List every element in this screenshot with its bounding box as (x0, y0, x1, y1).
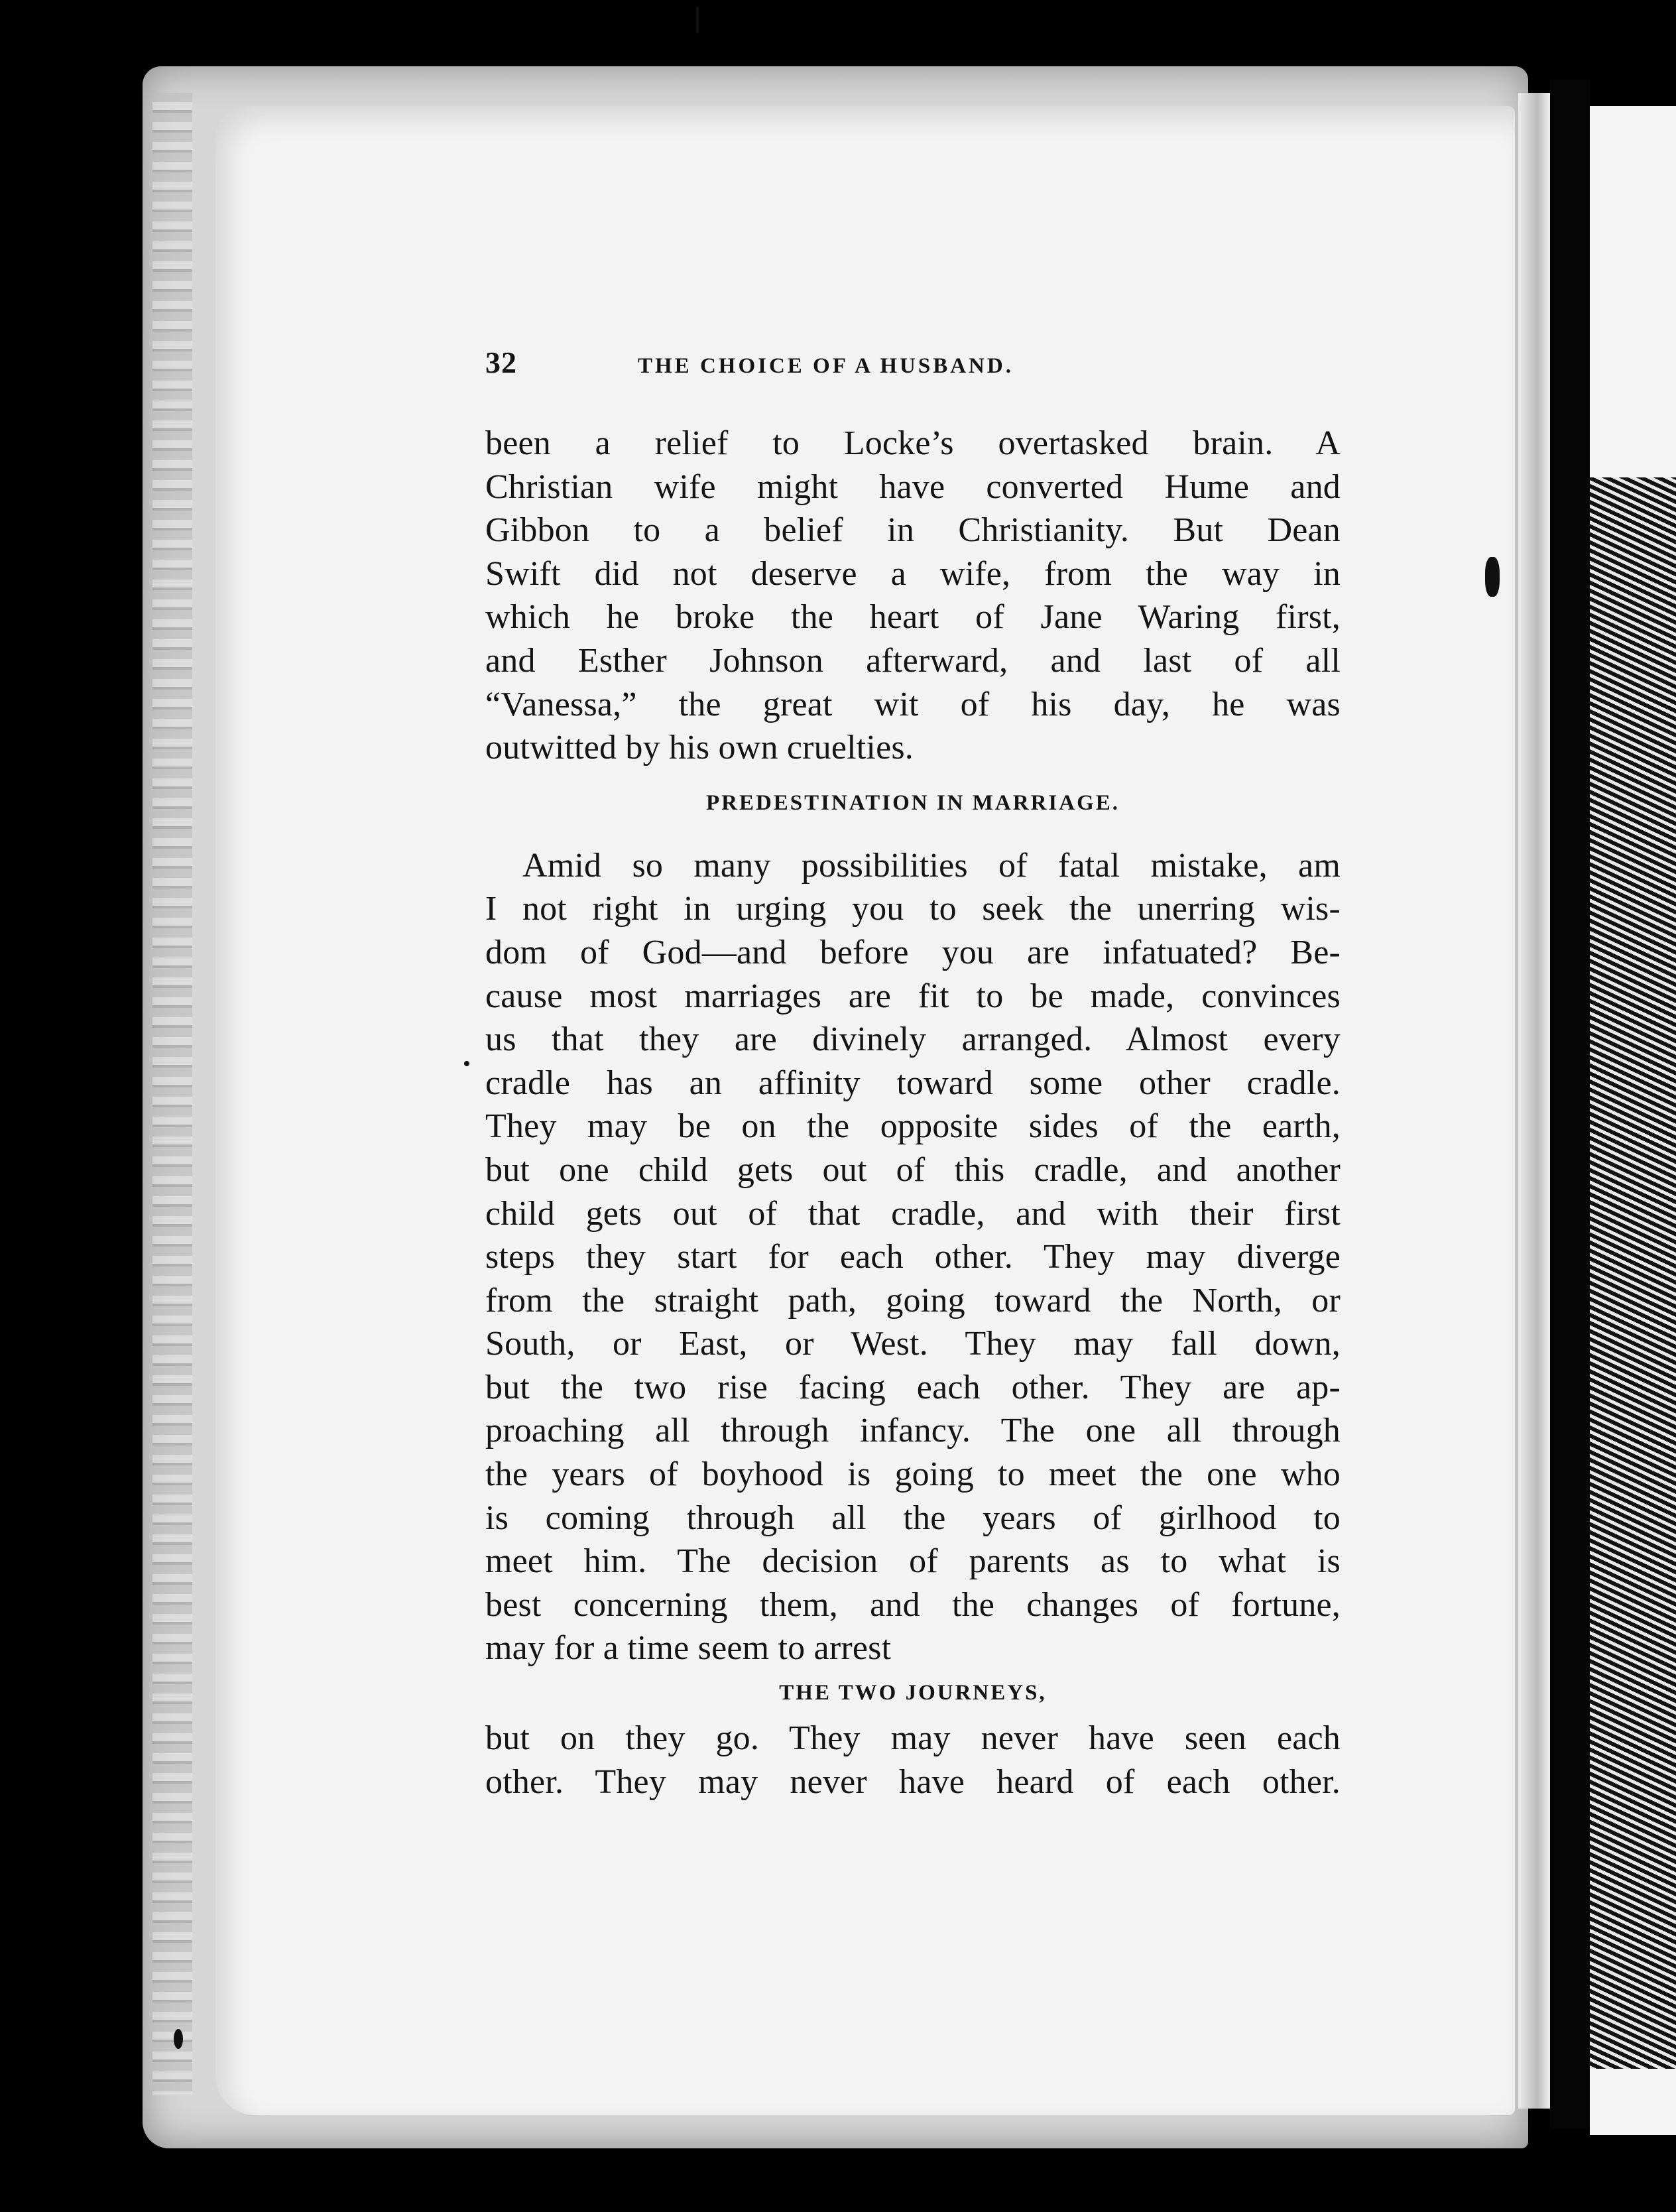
text-block (485, 345, 1341, 1804)
text-line: They may be on the opposite sides of the earth, (485, 1107, 1341, 1146)
paragraph-2 (485, 844, 1341, 1670)
text-line: South, or East, or West. They may fall down, (485, 1325, 1341, 1363)
ink-speck (1485, 557, 1500, 597)
text-line: may for a time seem to arrest (485, 1629, 892, 1668)
text-line: Amid so many possibilities of fatal mistake, am (522, 846, 1341, 885)
page-edge-wear (152, 93, 192, 2095)
paragraph-1 (485, 422, 1341, 770)
facing-page-margin-bottom (1590, 2069, 1676, 2135)
ink-speck (464, 1061, 469, 1066)
paragraph-3 (485, 1717, 1341, 1804)
page-number: 32 (485, 345, 517, 379)
text-line: but one child gets out of this cradle, and another (485, 1150, 1341, 1189)
text-line: proaching all through infancy. The one all through (485, 1412, 1341, 1450)
text-line: us that they are divinely arranged. Almost every (485, 1020, 1341, 1059)
section-heading: THE TWO JOURNEYS, (779, 1681, 1047, 1705)
text-line: from the straight path, going toward the North, or (485, 1281, 1341, 1320)
text-line: meet him. The decision of parents as to what is (485, 1542, 1341, 1581)
text-line: which he broke the heart of Jane Waring first, (485, 598, 1341, 637)
ink-speck (696, 7, 699, 33)
text-line: steps they start for each other. They may diverge (485, 1238, 1341, 1276)
text-line: child gets out of that cradle, and with their first (485, 1194, 1341, 1233)
text-line: best concerning them, and the changes of fortune, (485, 1585, 1341, 1624)
text-line: outwitted by his own cruelties. (485, 729, 914, 767)
text-line: the years of boyhood is going to meet the one who (485, 1455, 1341, 1494)
text-line: cause most marriages are fit to be made, convinces (485, 977, 1341, 1015)
running-title: THE CHOICE OF A HUSBAND. (638, 354, 1014, 378)
text-line: other. They may never have heard of each other. (485, 1762, 1341, 1801)
text-line: cradle has an affinity toward some other cradle. (485, 1064, 1341, 1102)
text-line: dom of God—and before you are infatuated? Be- (485, 933, 1341, 971)
ink-speck (174, 2029, 183, 2049)
text-line: Swift did not deserve a wife, from the way in (485, 554, 1341, 593)
text-line: but on they go. They may never have seen each (485, 1719, 1341, 1758)
page-gutter (1518, 93, 1550, 2109)
text-line: Gibbon to a belief in Christianity. But Dean (485, 511, 1341, 550)
binding-shadow (1550, 80, 1590, 2128)
text-line: is coming through all the years of girlhood to (485, 1499, 1341, 1537)
facing-page-margin-top (1590, 106, 1676, 477)
text-line: “Vanessa,” the great wit of his day, he was (485, 685, 1341, 723)
running-head (485, 345, 1341, 386)
text-line: but the two rise facing each other. They are ap- (485, 1368, 1341, 1406)
text-line: and Esther Johnson afterward, and last of all (485, 641, 1341, 680)
text-line: I not right in urging you to seek the unerring wis- (485, 890, 1341, 928)
text-line: been a relief to Locke’s overtasked brain. A (485, 424, 1341, 462)
section-heading: PREDESTINATION IN MARRIAGE. (705, 790, 1120, 815)
text-line: Christian wife might have converted Hume and (485, 467, 1341, 506)
